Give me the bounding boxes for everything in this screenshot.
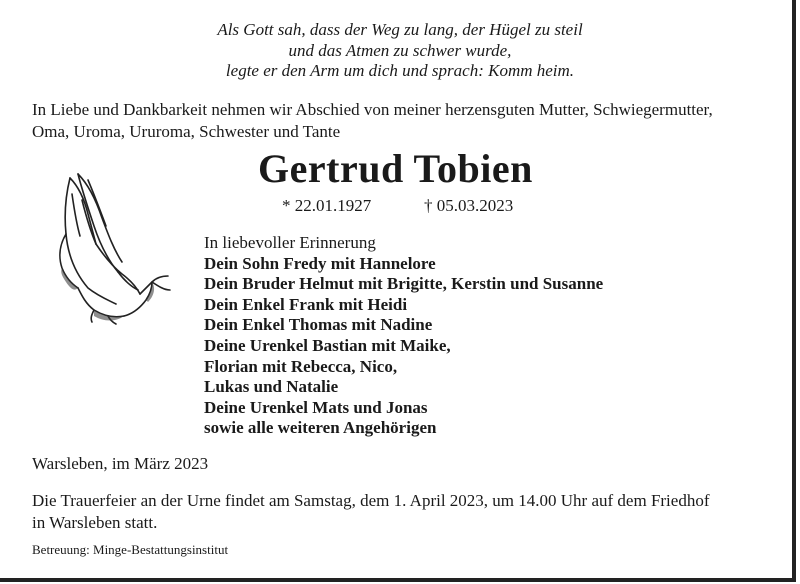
intro-line: In Liebe und Dankbarkeit nehmen wir Abschied von meiner herzensguten Mutter, Schwiegermutter, <box>32 100 713 119</box>
family-heading: In liebevoller Erinnerung <box>204 233 376 252</box>
ceremony-line: Die Trauerfeier an der Urne findet am Samstag, dem 1. April 2023, um 14.00 Uhr auf dem Friedhof <box>32 491 710 510</box>
death-date: † 05.03.2023 <box>424 196 514 215</box>
family-member: sowie alle weiteren Angehörigen <box>204 418 437 438</box>
family-member: Lukas und Natalie <box>204 377 339 397</box>
deceased-name: Gertrud Tobien <box>258 146 533 191</box>
family-member: Dein Bruder Helmut mit Brigitte, Kerstin und Susanne <box>204 274 604 294</box>
praying-hands-icon <box>48 164 178 326</box>
memorial-quote <box>0 20 800 82</box>
ceremony-line: in Warsleben statt. <box>32 513 158 532</box>
family-member: Dein Sohn Fredy mit Hannelore <box>204 253 436 273</box>
undertaker-credit: Betreuung: Minge-Bestattungsinstitut <box>32 542 229 557</box>
family-member: Deine Urenkel Bastian mit Maike, <box>204 335 451 355</box>
quote-line: legte er den Arm um dich und sprach: Komm heim. <box>225 61 575 80</box>
intro-line: Oma, Uroma, Ururoma, Schwester und Tante <box>32 122 341 141</box>
ceremony-info <box>32 490 782 534</box>
family-list <box>204 233 603 439</box>
family-member: Florian mit Rebecca, Nico, <box>204 356 398 376</box>
place-date: Warsleben, im März 2023 <box>32 454 209 473</box>
quote-line: und das Atmen zu schwer wurde, <box>288 40 512 60</box>
family-member: Dein Enkel Thomas mit Nadine <box>204 315 433 335</box>
quote-line: Als Gott sah, dass der Weg zu lang, der Hügel zu steil <box>217 20 583 39</box>
birth-date: * 22.01.1927 <box>282 196 372 215</box>
family-member: Deine Urenkel Mats und Jonas <box>204 397 428 417</box>
family-member: Dein Enkel Frank mit Heidi <box>204 294 408 314</box>
intro-text <box>32 99 782 143</box>
